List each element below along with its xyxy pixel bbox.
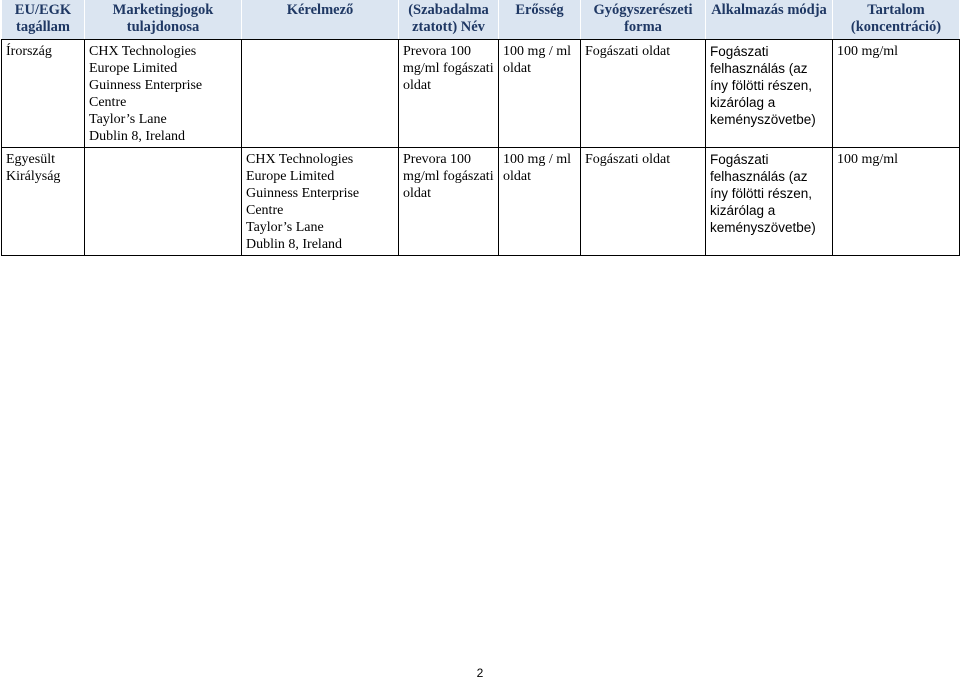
- cell-country: Írország: [2, 40, 85, 148]
- cell-name: Prevora 100 mg/ml fogászati oldat: [399, 148, 499, 256]
- cell-strength: 100 mg / ml oldat: [499, 148, 581, 256]
- cell-content: 100 mg/ml: [833, 40, 960, 148]
- cell-mah: [85, 148, 242, 256]
- cell-route: Fogászati felhasználás (az íny fölötti részen, kizárólag a keményszövetbe): [706, 40, 833, 148]
- cell-mah: [85, 40, 242, 148]
- address-line: Taylor’s Lane: [89, 112, 167, 127]
- address-line: Centre: [246, 203, 284, 218]
- cell-name: Prevora 100 mg/ml fogászati oldat: [399, 40, 499, 148]
- address-line: Centre: [89, 95, 127, 110]
- page-number: 2: [476, 666, 484, 680]
- address-line: Dublin 8, Ireland: [89, 129, 186, 144]
- address-line: Dublin 8, Ireland: [246, 237, 343, 252]
- cell-route: Fogászati felhasználás (az íny fölötti részen, kizárólag a keményszövetbe): [706, 148, 833, 256]
- product-table: [1, 0, 960, 256]
- header-name: (Szabadalma ztatott) Név: [399, 0, 499, 40]
- address-line: CHX Technologies: [89, 44, 197, 59]
- address-line: Guinness Enterprise: [246, 186, 360, 201]
- header-content: Tartalom (koncentráció): [833, 0, 960, 40]
- cell-country: Egyesült Királyság: [2, 148, 85, 256]
- table-header-row: [2, 0, 960, 40]
- cell-applicant: [242, 40, 399, 148]
- cell-content: 100 mg/ml: [833, 148, 960, 256]
- header-route: Alkalmazás módja: [706, 0, 833, 40]
- header-pharma-form: Gyógyszerészeti forma: [581, 0, 706, 40]
- cell-strength: 100 mg / ml oldat: [499, 40, 581, 148]
- cell-pharma-form: Fogászati oldat: [581, 40, 706, 148]
- table-row: [2, 148, 960, 256]
- header-member-state: EU/EGK tagállam: [2, 0, 85, 40]
- address-line: Europe Limited: [89, 61, 178, 76]
- cell-applicant: [242, 148, 399, 256]
- address-line: CHX Technologies: [246, 152, 354, 167]
- address-line: Taylor’s Lane: [246, 220, 324, 235]
- header-mah: Marketingjogok tulajdonosa: [85, 0, 242, 40]
- table-row: [2, 40, 960, 148]
- address-line: Europe Limited: [246, 169, 335, 184]
- header-applicant: Kérelmező: [242, 0, 399, 40]
- address-line: Guinness Enterprise: [89, 78, 203, 93]
- header-strength: Erősség: [499, 0, 581, 40]
- cell-pharma-form: Fogászati oldat: [581, 148, 706, 256]
